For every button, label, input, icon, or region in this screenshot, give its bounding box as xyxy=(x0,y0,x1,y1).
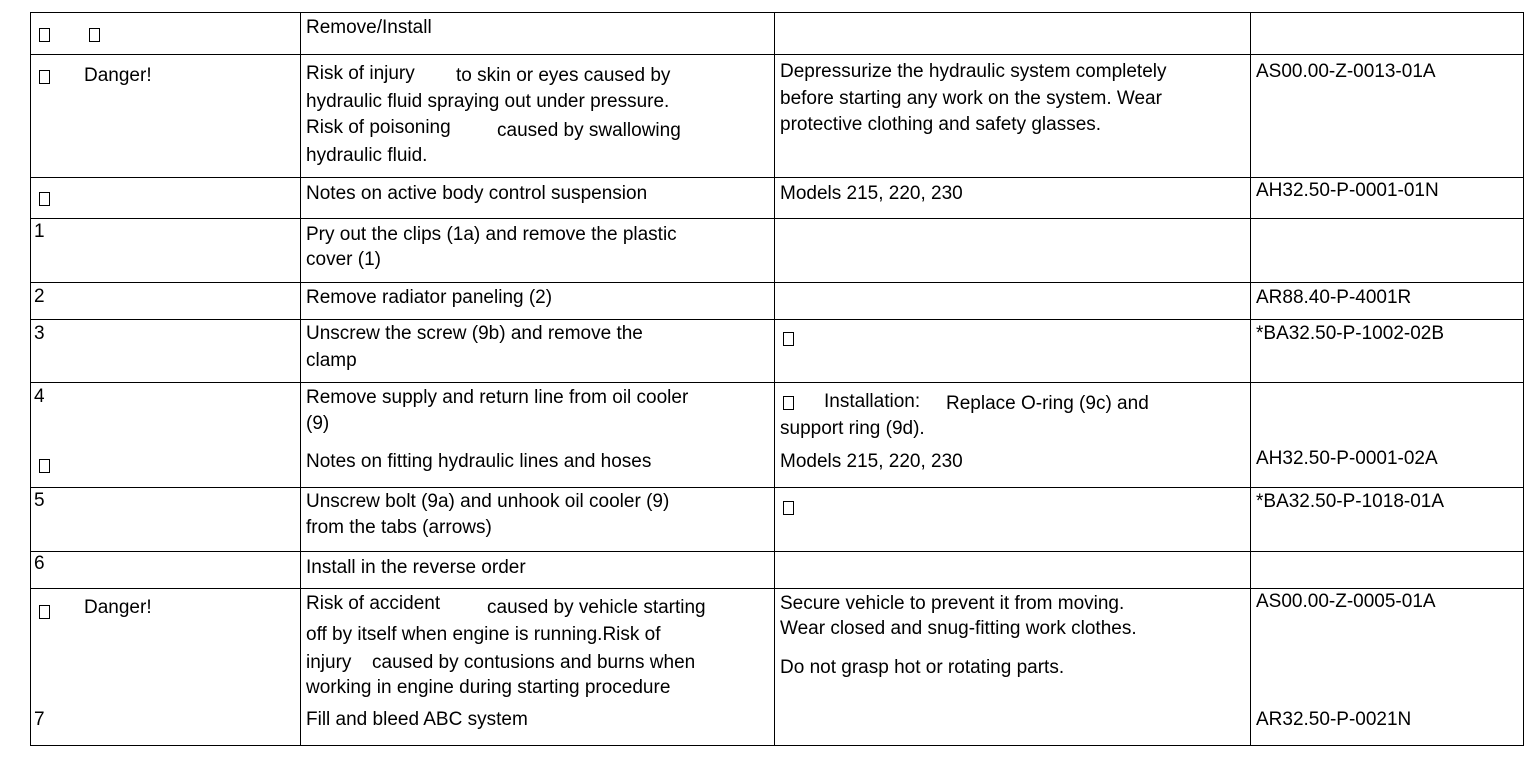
step-number: 3 xyxy=(34,323,45,344)
notes-cell xyxy=(775,488,1251,552)
notes-cell xyxy=(775,320,1251,383)
ref-text: AH32.50-P-0001-01N xyxy=(1256,180,1439,201)
action-text: Unscrew bolt (9a) and unhook oil cooler (9) xyxy=(306,491,670,512)
step-cell xyxy=(31,320,301,383)
action-text: Install in the reverse order xyxy=(306,557,526,578)
notes-cell xyxy=(775,589,1251,746)
action-cell xyxy=(301,55,775,178)
notes-text: Do not grasp hot or rotating parts. xyxy=(780,657,1065,678)
action-text: Fill and bleed ABC system xyxy=(306,709,528,730)
notes-cell xyxy=(775,552,1251,589)
step-number: 4 xyxy=(34,386,45,407)
ref-text: AH32.50-P-0001-02A xyxy=(1256,448,1438,469)
action-text: hydraulic fluid. xyxy=(306,145,428,166)
step-cell xyxy=(31,55,301,178)
danger-label: Danger! xyxy=(84,597,152,618)
notes-cell xyxy=(775,13,1251,55)
table-row xyxy=(31,488,1524,552)
step-cell xyxy=(31,283,301,320)
action-text: Risk of accident xyxy=(306,593,441,614)
warning-icon xyxy=(39,605,50,619)
ref-text: AR88.40-P-4001R xyxy=(1256,287,1412,308)
procedure-document xyxy=(30,12,1523,746)
notes-text: Models 215, 220, 230 xyxy=(780,451,963,472)
notes-text: Secure vehicle to prevent it from moving. xyxy=(780,593,1125,614)
action-cell xyxy=(301,383,775,488)
graphic-icon xyxy=(783,332,794,346)
action-text: Remove radiator paneling (2) xyxy=(306,287,553,308)
ref-cell xyxy=(1251,178,1524,219)
notes-cell xyxy=(775,383,1251,488)
step-number: 5 xyxy=(34,490,45,511)
notes-label: Installation: xyxy=(824,391,921,412)
notes-cell xyxy=(775,55,1251,178)
notes-text: Wear closed and snug-fitting work clothes. xyxy=(780,618,1137,639)
step-cell xyxy=(31,178,301,219)
ref-cell xyxy=(1251,552,1524,589)
action-text: Unscrew the screw (9b) and remove the xyxy=(306,323,643,344)
info-icon xyxy=(39,459,50,473)
action-text: Pry out the clips (1a) and remove the plastic xyxy=(306,224,677,245)
danger-label: Danger! xyxy=(84,65,152,86)
graphic-icon xyxy=(783,501,794,515)
action-cell xyxy=(301,283,775,320)
install-icon xyxy=(783,396,794,410)
ref-cell xyxy=(1251,283,1524,320)
step-cell xyxy=(31,552,301,589)
ref-cell xyxy=(1251,13,1524,55)
table-row xyxy=(31,320,1524,383)
notes-text: Models 215, 220, 230 xyxy=(780,183,963,204)
step-number: 2 xyxy=(34,286,45,307)
action-text: working in engine during starting procedure xyxy=(306,677,671,698)
action-text: from the tabs (arrows) xyxy=(306,517,492,538)
ref-cell xyxy=(1251,589,1524,746)
table-row xyxy=(31,552,1524,589)
ref-text: AR32.50-P-0021N xyxy=(1256,709,1412,730)
action-text: injury xyxy=(306,652,352,673)
warning-icon xyxy=(39,70,50,84)
action-text: Notes on fitting hydraulic lines and hoses xyxy=(306,451,652,472)
ref-cell xyxy=(1251,320,1524,383)
ref-cell xyxy=(1251,488,1524,552)
action-text: Notes on active body control suspension xyxy=(306,183,648,204)
step-number: 7 xyxy=(34,709,45,730)
action-text: (9) xyxy=(306,413,330,434)
action-cell xyxy=(301,488,775,552)
table-row xyxy=(31,219,1524,283)
info-icon xyxy=(39,28,50,42)
ref-text: AS00.00-Z-0013-01A xyxy=(1256,61,1436,82)
notes-text: Depressurize the hydraulic system completely xyxy=(780,61,1167,82)
ref-text: *BA32.50-P-1002-02B xyxy=(1256,323,1445,344)
table-row xyxy=(31,589,1524,746)
action-text: caused by vehicle starting xyxy=(487,597,706,618)
table-row xyxy=(31,283,1524,320)
notes-cell xyxy=(775,178,1251,219)
action-cell xyxy=(301,219,775,283)
ref-cell xyxy=(1251,55,1524,178)
action-text: hydraulic fluid spraying out under pressure. xyxy=(306,91,670,112)
procedure-table xyxy=(30,12,1524,746)
step-cell xyxy=(31,13,301,55)
info-icon xyxy=(89,28,100,42)
step-cell xyxy=(31,383,301,488)
action-text: Remove/Install xyxy=(306,17,432,38)
action-text: to skin or eyes caused by xyxy=(456,65,671,86)
step-cell xyxy=(31,488,301,552)
ref-cell xyxy=(1251,383,1524,488)
notes-text: Replace O-ring (9c) and xyxy=(946,393,1149,414)
step-cell xyxy=(31,589,301,746)
table-row xyxy=(31,13,1524,55)
table-row xyxy=(31,178,1524,219)
step-number: 1 xyxy=(34,221,45,242)
ref-cell xyxy=(1251,219,1524,283)
action-text: cover (1) xyxy=(306,249,381,270)
action-cell xyxy=(301,552,775,589)
action-cell xyxy=(301,13,775,55)
action-cell xyxy=(301,320,775,383)
table-row xyxy=(31,55,1524,178)
action-cell xyxy=(301,178,775,219)
notes-cell xyxy=(775,283,1251,320)
action-text: caused by contusions and burns when xyxy=(372,652,696,673)
step-cell xyxy=(31,219,301,283)
action-text: off by itself when engine is running.Risk of xyxy=(306,624,661,645)
info-icon xyxy=(39,192,50,206)
step-number: 6 xyxy=(34,553,45,574)
notes-text: protective clothing and safety glasses. xyxy=(780,114,1102,135)
action-text: Risk of poisoning xyxy=(306,117,451,138)
table-row xyxy=(31,383,1524,488)
action-text: clamp xyxy=(306,350,357,371)
action-cell xyxy=(301,589,775,746)
notes-cell xyxy=(775,219,1251,283)
notes-text: before starting any work on the system. Wear xyxy=(780,88,1162,109)
action-text: caused by swallowing xyxy=(497,120,681,141)
action-text: Remove supply and return line from oil cooler xyxy=(306,387,689,408)
action-text: Risk of injury xyxy=(306,63,415,84)
notes-text: support ring (9d). xyxy=(780,418,925,439)
ref-text: AS00.00-Z-0005-01A xyxy=(1256,591,1436,612)
ref-text: *BA32.50-P-1018-01A xyxy=(1256,491,1445,512)
